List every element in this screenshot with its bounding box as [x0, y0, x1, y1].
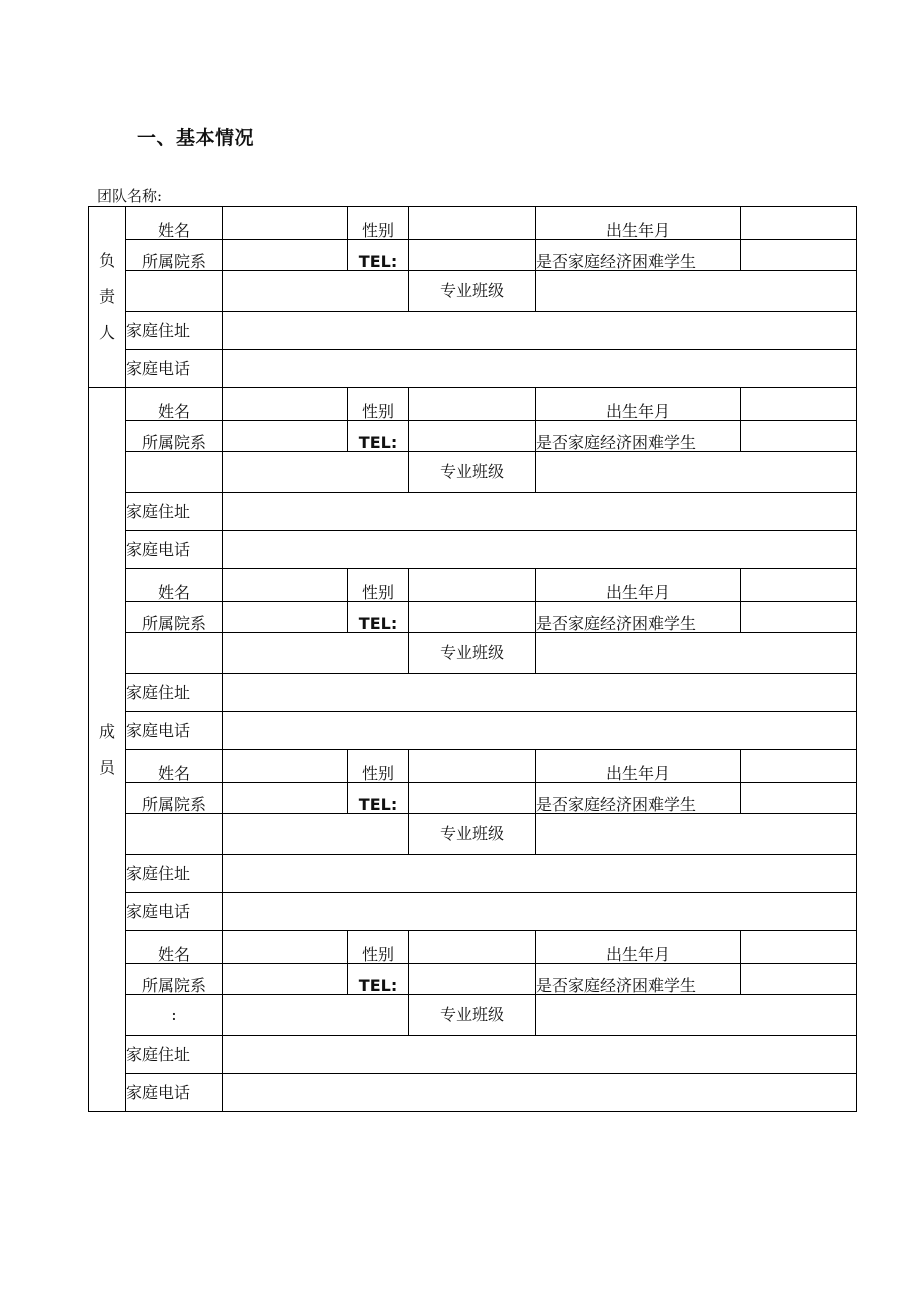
home-address-field[interactable] [223, 855, 857, 893]
name-field[interactable] [223, 207, 348, 240]
person-2-row-basic [89, 388, 857, 421]
major-class-field[interactable] [536, 995, 857, 1036]
person-3-row-address [89, 674, 857, 712]
home-phone-field[interactable] [223, 893, 857, 931]
row3-label [126, 452, 223, 493]
major-class-field[interactable] [536, 814, 857, 855]
row3-label [126, 633, 223, 674]
department-field[interactable] [223, 240, 348, 271]
poverty-label: 是否家庭经济困难学生 [536, 602, 741, 633]
gender-label: 性别 [348, 207, 409, 240]
poverty-field[interactable] [741, 602, 857, 633]
row3-field[interactable] [223, 633, 409, 674]
tel-label: TEL: [348, 964, 409, 995]
name-field[interactable] [223, 388, 348, 421]
home-phone-field[interactable] [223, 1074, 857, 1112]
tel-field[interactable] [409, 964, 536, 995]
person-5-row-phone [89, 1074, 857, 1112]
gender-field[interactable] [409, 569, 536, 602]
birth-label: 出生年月 [536, 569, 741, 602]
person-1-row-dept [89, 240, 857, 271]
home-address-label: 家庭住址 [126, 312, 223, 350]
tel-label: TEL: [348, 421, 409, 452]
tel-field[interactable] [409, 783, 536, 814]
gender-field[interactable] [409, 207, 536, 240]
home-phone-label: 家庭电话 [126, 350, 223, 388]
person-2-row-phone [89, 531, 857, 569]
person-3-row-phone [89, 712, 857, 750]
major-class-label: 专业班级 [409, 995, 536, 1036]
birth-label: 出生年月 [536, 750, 741, 783]
birth-label: 出生年月 [536, 931, 741, 964]
home-address-label: 家庭住址 [126, 674, 223, 712]
name-label: 姓名 [126, 569, 223, 602]
home-phone-label: 家庭电话 [126, 1074, 223, 1112]
home-phone-label: 家庭电话 [126, 531, 223, 569]
section-char: 人 [98, 323, 115, 342]
major-class-label: 专业班级 [409, 814, 536, 855]
name-field[interactable] [223, 931, 348, 964]
birth-label: 出生年月 [536, 207, 741, 240]
poverty-label: 是否家庭经济困难学生 [536, 240, 741, 271]
department-label: 所属院系 [126, 421, 223, 452]
person-2-row-address [89, 493, 857, 531]
major-class-label: 专业班级 [409, 271, 536, 312]
tel-label: TEL: [348, 602, 409, 633]
section-char: 员 [98, 757, 115, 777]
section-char: 责 [98, 287, 115, 306]
home-phone-label: 家庭电话 [126, 893, 223, 931]
members-section-label [89, 388, 126, 1112]
gender-field[interactable] [409, 750, 536, 783]
person-4-row-address [89, 855, 857, 893]
row3-label [126, 814, 223, 855]
department-label: 所属院系 [126, 964, 223, 995]
team-info-table [88, 206, 857, 1112]
person-5-row-dept [89, 964, 857, 995]
name-field[interactable] [223, 569, 348, 602]
poverty-field[interactable] [741, 240, 857, 271]
home-phone-field[interactable] [223, 531, 857, 569]
department-label: 所属院系 [126, 783, 223, 814]
name-label: 姓名 [126, 207, 223, 240]
gender-field[interactable] [409, 388, 536, 421]
tel-field[interactable] [409, 240, 536, 271]
tel-field[interactable] [409, 602, 536, 633]
birth-field[interactable] [741, 207, 857, 240]
birth-label: 出生年月 [536, 388, 741, 421]
person-4-row-dept [89, 783, 857, 814]
department-label: 所属院系 [126, 602, 223, 633]
poverty-field[interactable] [741, 421, 857, 452]
tel-label: TEL: [348, 240, 409, 271]
section-char: 成 [98, 721, 115, 741]
home-phone-label: 家庭电话 [126, 712, 223, 750]
home-address-field[interactable] [223, 493, 857, 531]
major-class-field[interactable] [536, 271, 857, 312]
person-5-row-basic [89, 931, 857, 964]
department-field[interactable] [223, 421, 348, 452]
person-4-row-basic [89, 750, 857, 783]
department-field[interactable] [223, 964, 348, 995]
poverty-field[interactable] [741, 964, 857, 995]
home-address-label: 家庭住址 [126, 1036, 223, 1074]
department-field[interactable] [223, 602, 348, 633]
leader-section-label [89, 207, 126, 388]
home-address-field[interactable] [223, 312, 857, 350]
home-address-field[interactable] [223, 1036, 857, 1074]
home-phone-field[interactable] [223, 350, 857, 388]
person-5-row-major [89, 995, 857, 1036]
home-phone-field[interactable] [223, 712, 857, 750]
person-4-row-major [89, 814, 857, 855]
person-3-row-dept [89, 602, 857, 633]
major-class-label: 专业班级 [409, 633, 536, 674]
birth-field[interactable] [741, 750, 857, 783]
gender-label: 性别 [348, 931, 409, 964]
name-label: 姓名 [126, 388, 223, 421]
home-address-field[interactable] [223, 674, 857, 712]
home-address-label: 家庭住址 [126, 855, 223, 893]
row3-label [126, 271, 223, 312]
row3-field[interactable] [223, 814, 409, 855]
person-1-row-basic [89, 207, 857, 240]
row3-field[interactable] [223, 271, 409, 312]
person-2-row-major [89, 452, 857, 493]
row3-field[interactable] [223, 995, 409, 1036]
tel-field[interactable] [409, 421, 536, 452]
row3-label: : [126, 995, 223, 1036]
row3-field[interactable] [223, 452, 409, 493]
poverty-label: 是否家庭经济困难学生 [536, 783, 741, 814]
person-3-row-basic [89, 569, 857, 602]
section-heading: 一、基本情况 [137, 127, 255, 149]
name-label: 姓名 [126, 931, 223, 964]
person-2-row-dept [89, 421, 857, 452]
gender-label: 性别 [348, 569, 409, 602]
name-field[interactable] [223, 750, 348, 783]
person-1-row-address [89, 312, 857, 350]
birth-field[interactable] [741, 931, 857, 964]
home-address-label: 家庭住址 [126, 493, 223, 531]
department-label: 所属院系 [126, 240, 223, 271]
gender-label: 性别 [348, 388, 409, 421]
major-class-field[interactable] [536, 452, 857, 493]
poverty-field[interactable] [741, 783, 857, 814]
birth-field[interactable] [741, 388, 857, 421]
name-label: 姓名 [126, 750, 223, 783]
poverty-label: 是否家庭经济困难学生 [536, 421, 741, 452]
major-class-field[interactable] [536, 633, 857, 674]
gender-label: 性别 [348, 750, 409, 783]
birth-field[interactable] [741, 569, 857, 602]
poverty-label: 是否家庭经济困难学生 [536, 964, 741, 995]
person-1-row-phone [89, 350, 857, 388]
major-class-label: 专业班级 [409, 452, 536, 493]
gender-field[interactable] [409, 931, 536, 964]
person-4-row-phone [89, 893, 857, 931]
person-3-row-major [89, 633, 857, 674]
department-field[interactable] [223, 783, 348, 814]
person-1-row-major [89, 271, 857, 312]
tel-label: TEL: [348, 783, 409, 814]
team-name-label: 团队名称: [97, 187, 163, 205]
person-5-row-address [89, 1036, 857, 1074]
section-char: 负 [98, 251, 115, 270]
